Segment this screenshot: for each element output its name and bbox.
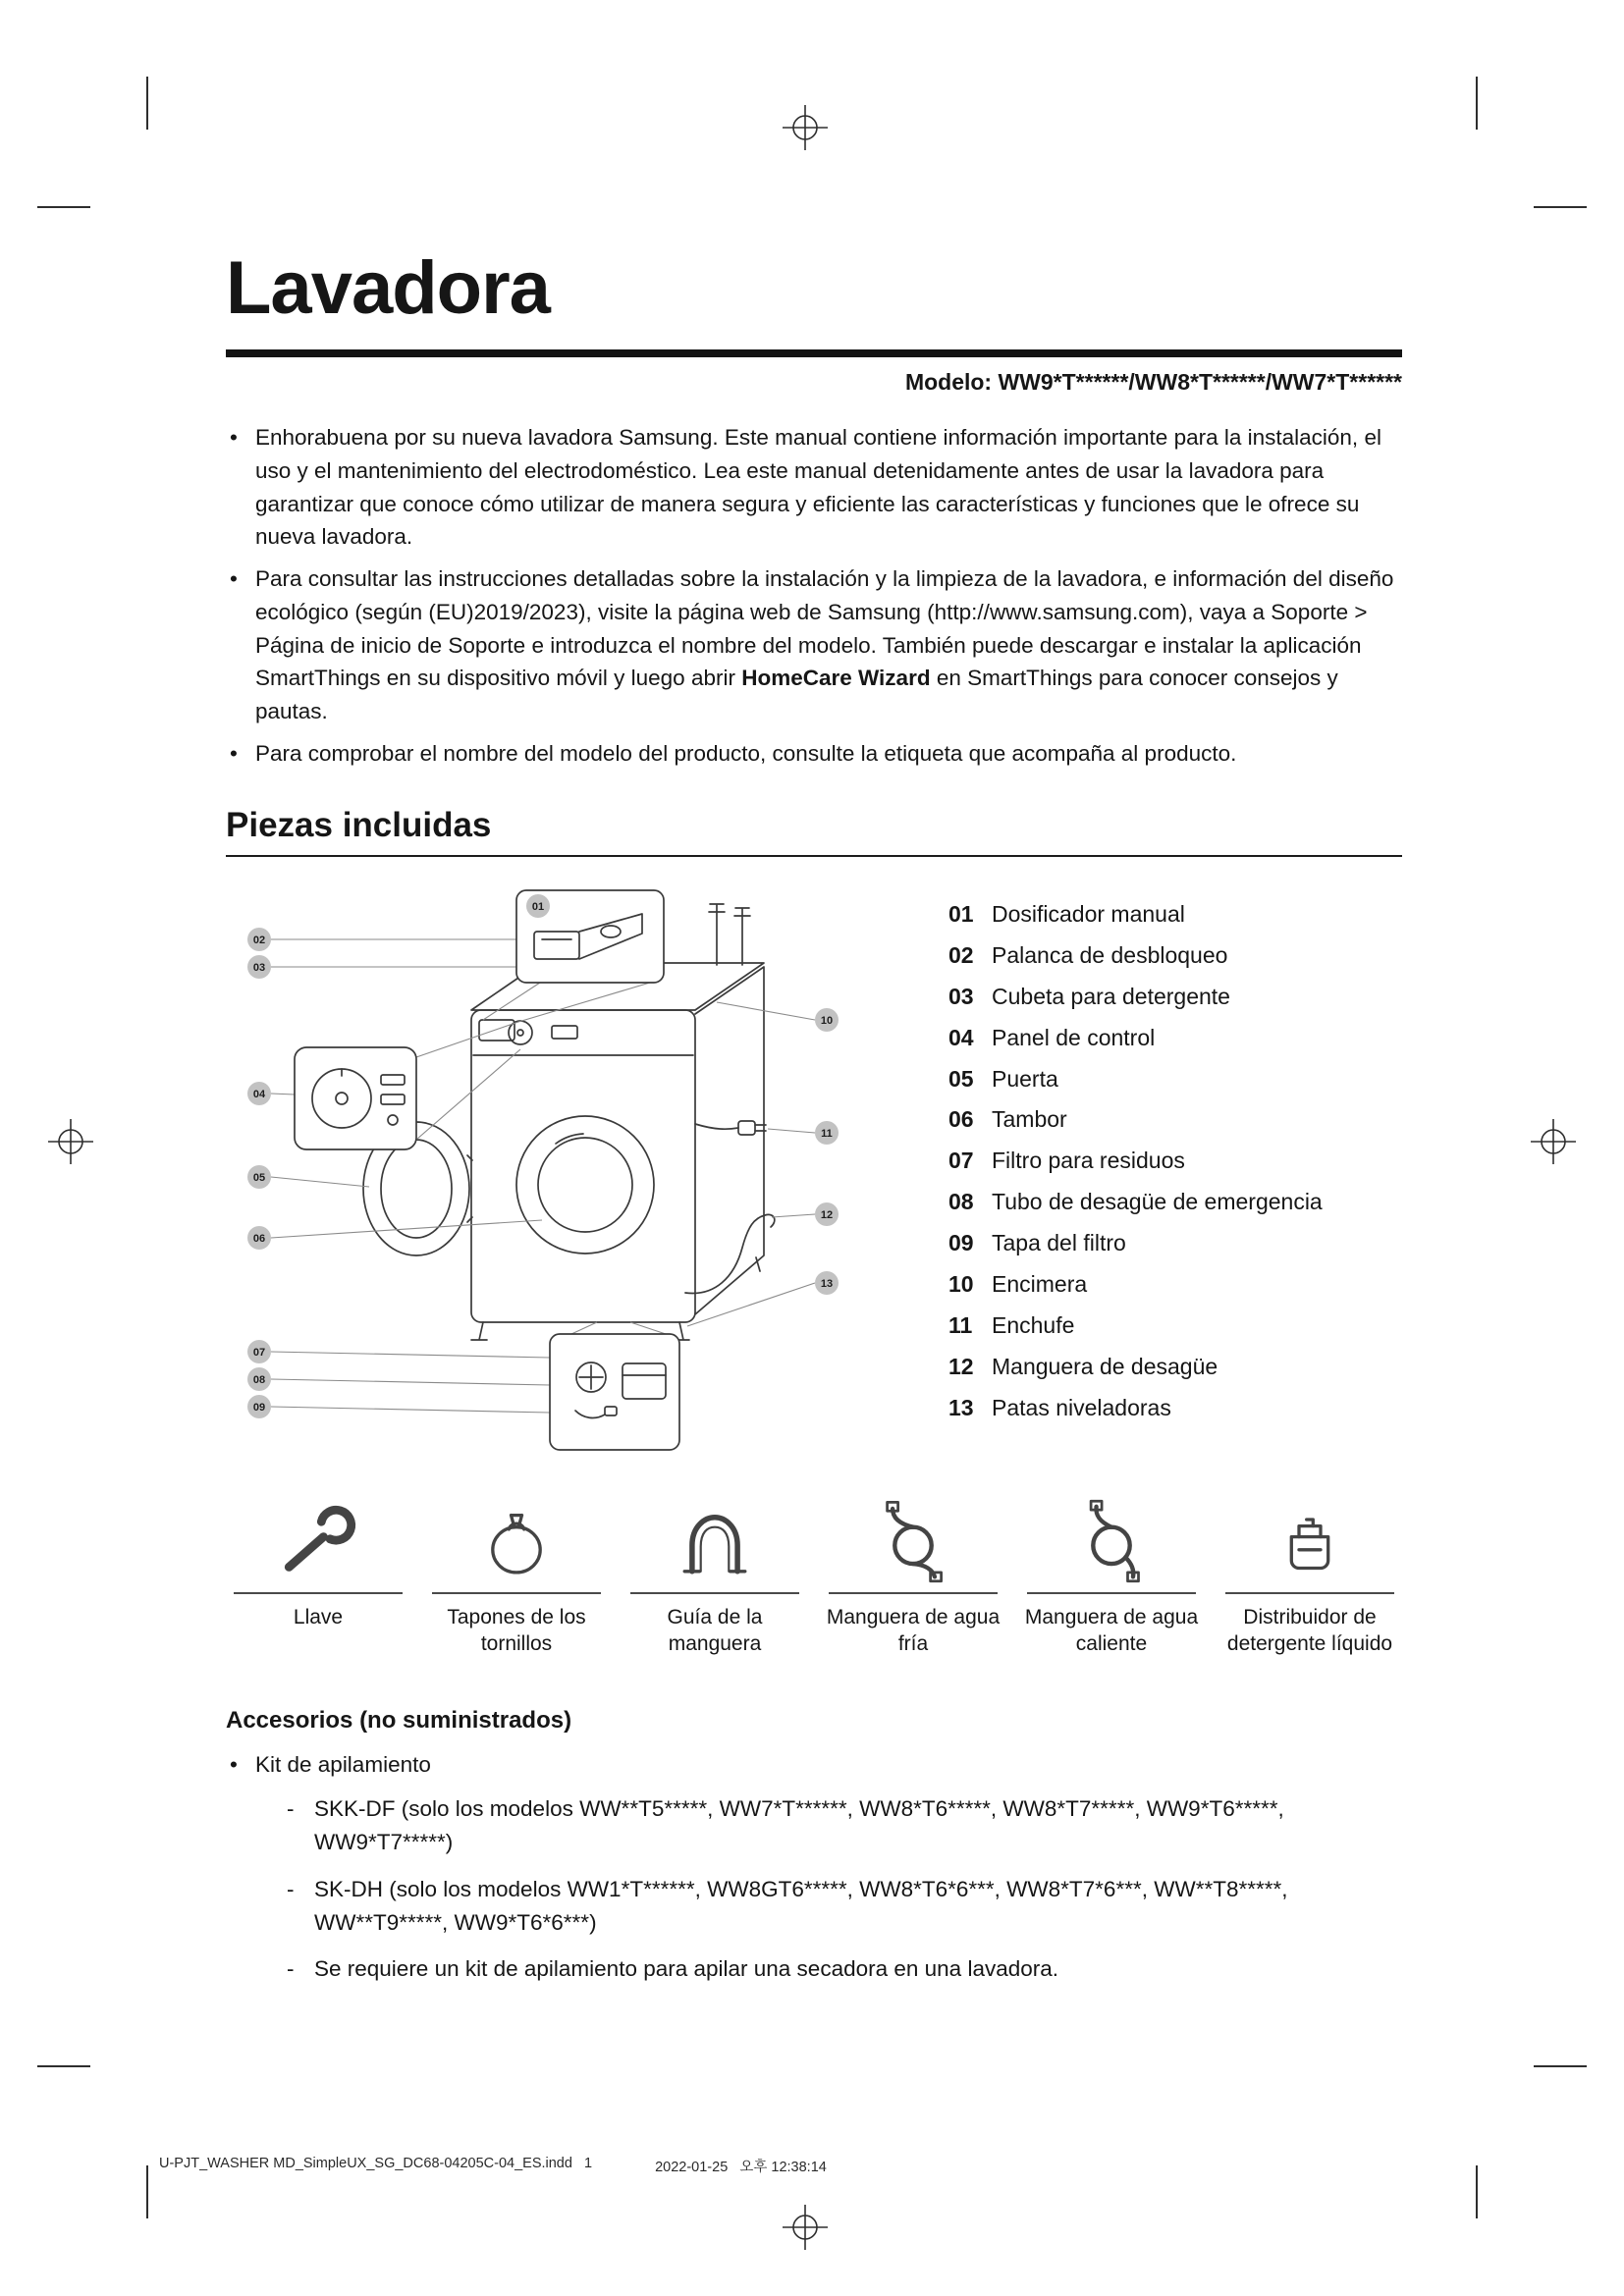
legend-label: Filtro para residuos <box>992 1148 1185 1174</box>
legend-item <box>948 1022 1323 1054</box>
registration-mark-top <box>783 105 828 150</box>
svg-text:07: 07 <box>252 1347 266 1359</box>
dash-item <box>281 1873 1402 1940</box>
dash-item <box>281 1952 1402 1986</box>
legend-item <box>948 1103 1323 1136</box>
crop-mark <box>1476 77 1478 130</box>
callout-07 <box>247 1340 271 1363</box>
svg-text:06: 06 <box>252 1233 266 1245</box>
legend-number: 11 <box>948 1311 973 1338</box>
crop-mark <box>146 2165 148 2218</box>
intro-bullet-2 <box>226 562 1402 728</box>
stacking-kit-details <box>281 1792 1402 1986</box>
callout-09 <box>247 1395 271 1418</box>
registration-mark-bottom <box>783 2205 828 2250</box>
legend-number: 07 <box>948 1148 974 1174</box>
bullet-bold-segment: HomeCare Wizard <box>741 666 931 691</box>
accessories-row <box>226 1494 1402 1658</box>
legend-number: 13 <box>948 1394 974 1420</box>
legend-item <box>948 1186 1323 1218</box>
legend-label: Cubeta para detergente <box>992 983 1230 1009</box>
callout-11 <box>815 1121 839 1145</box>
legend-number: 08 <box>948 1189 974 1215</box>
accessory-item <box>623 1494 807 1658</box>
svg-text:09: 09 <box>252 1402 266 1414</box>
legend-label: Tubo de desagüe de emergencia <box>992 1189 1323 1215</box>
intro-bullet-1 <box>226 421 1402 554</box>
callout-05 <box>247 1165 271 1189</box>
washer-diagram-svg <box>226 882 913 1471</box>
svg-text:05: 05 <box>252 1172 266 1184</box>
legend-label: Tambor <box>992 1106 1067 1133</box>
legend-number: 05 <box>948 1065 974 1092</box>
accessory-item <box>226 1494 410 1658</box>
title-rule <box>226 349 1402 357</box>
legend-item <box>948 1145 1323 1177</box>
accessory-label: Tapones de los tornillos <box>447 1606 586 1656</box>
wrench-icon <box>226 1494 410 1584</box>
svg-text:11: 11 <box>821 1128 833 1140</box>
accessory-rule <box>1225 1592 1394 1594</box>
callout-01 <box>526 894 550 918</box>
intro-bullet-3 <box>226 737 1402 771</box>
intro-section <box>226 421 1402 771</box>
parts-legend <box>948 882 1323 1432</box>
bullet-text-segment: en SmartThings para conocer consejos y pautas. <box>255 666 1338 723</box>
page-title: Lavadora <box>226 246 550 330</box>
legend-number: 03 <box>948 983 974 1009</box>
legend-label: Tapa del filtro <box>992 1230 1126 1255</box>
svg-text:12: 12 <box>820 1209 834 1221</box>
hose-guide-icon <box>623 1494 807 1584</box>
crop-mark <box>37 2065 90 2067</box>
cold-water-hose-icon <box>821 1494 1005 1584</box>
bullet-text: Enhorabuena por su nueva lavadora Samsung. Este manual contiene información importante para la instalación, el uso y el mantenimiento del electrodoméstico. Lea este manual detenidamente antes de usar la lavadora para garantizar que conoce cómo utilizar de manera segura y eficiente las características y funciones que le ofrece su nueva lavadora. <box>255 425 1381 550</box>
accessory-rule <box>234 1592 403 1594</box>
svg-text:02: 02 <box>252 934 266 946</box>
legend-number: 06 <box>948 1106 974 1133</box>
washer-diagram <box>226 882 913 1476</box>
callout-04 <box>247 1082 271 1105</box>
dash-text: Se requiere un kit de apilamiento para apilar una secadora en una lavadora. <box>314 1956 1059 1982</box>
svg-text:01: 01 <box>531 901 545 913</box>
hot-water-hose-icon <box>1019 1494 1204 1584</box>
legend-number: 10 <box>948 1270 974 1297</box>
stacking-kit-bullet <box>226 1748 1402 1782</box>
accessory-item <box>1218 1494 1402 1658</box>
parts-diagram-row <box>226 882 1402 1476</box>
svg-text:08: 08 <box>252 1374 266 1386</box>
svg-text:13: 13 <box>820 1278 834 1290</box>
legend-item <box>948 1063 1323 1095</box>
legend-item <box>948 1392 1323 1424</box>
legend-label: Patas niveladoras <box>992 1394 1171 1420</box>
accessory-label: Guía de la manguera <box>667 1606 763 1656</box>
legend-number: 01 <box>948 901 974 927</box>
legend-number: 04 <box>948 1024 974 1050</box>
parts-heading: Piezas incluidas <box>226 805 492 844</box>
callout-06 <box>247 1226 271 1250</box>
legend-item <box>948 981 1323 1013</box>
callout-10 <box>815 1008 839 1032</box>
legend-label: Puerta <box>992 1065 1058 1092</box>
dash-text: SKK-DF (solo los modelos WW**T5*****, WW7*T******, WW8*T6*****, WW8*T7*****, WW9*T6*****, WW9*T7*****) <box>314 1796 1284 1855</box>
registration-mark-right <box>1531 1119 1576 1164</box>
bolt-caps-icon <box>424 1494 609 1584</box>
legend-number: 12 <box>948 1353 974 1379</box>
legend-item <box>948 1309 1323 1342</box>
model-line: Modelo: WW9*T******/WW8*T******/WW7*T****** <box>904 369 1402 395</box>
accessory-label: Distribuidor de detergente líquido <box>1226 1606 1393 1656</box>
legend-item <box>948 1227 1323 1259</box>
accessory-rule <box>432 1592 601 1594</box>
section-rule <box>226 855 1402 858</box>
accessory-item <box>424 1494 609 1658</box>
legend-item <box>948 939 1323 972</box>
legend-number: 09 <box>948 1230 974 1255</box>
callout-03 <box>247 955 271 979</box>
slug-timestamp: 2022-01-25 오후 12:38:14 <box>655 2160 827 2175</box>
bullet-text: Para comprobar el nombre del modelo del producto, consulte la etiqueta que acompaña al producto. <box>255 740 1237 766</box>
legend-item <box>948 898 1323 931</box>
not-supplied-heading: Accesorios (no suministrados) <box>226 1706 572 1734</box>
detergent-dispenser-icon <box>1218 1494 1402 1584</box>
callout-08 <box>247 1367 271 1391</box>
accessory-label: Manguera de agua caliente <box>1024 1606 1199 1656</box>
dash-item <box>281 1792 1402 1859</box>
slug-footer <box>159 2156 827 2176</box>
callout-12 <box>815 1202 839 1226</box>
legend-item <box>948 1351 1323 1383</box>
legend-label: Panel de control <box>992 1024 1156 1050</box>
accessory-item <box>1019 1494 1204 1658</box>
svg-text:03: 03 <box>252 962 266 974</box>
legend-label: Manguera de desagüe <box>992 1353 1218 1379</box>
accessory-label: Llave <box>293 1606 344 1629</box>
crop-mark <box>1476 2165 1478 2218</box>
bullet-text-segment: Para consultar las instrucciones detalladas sobre la instalación y la limpieza de la lavadora, e información del diseño ecológico (según (EU)2019/2023), visite la página web de Samsung (http://www.samsung.com), vaya a Soporte > Página de inicio de Soporte e introduzca el nombre del modelo. También puede descargar e instalar la aplicación SmartThings en su dispositivo móvil y luego abrir <box>255 566 1394 691</box>
accessory-rule <box>630 1592 799 1594</box>
bullet-text: Kit de apilamiento <box>255 1751 431 1777</box>
slug-filename: U-PJT_WASHER MD_SimpleUX_SG_DC68-04205C-04_ES.indd 1 <box>159 2156 593 2171</box>
accessory-rule <box>1027 1592 1196 1594</box>
legend-label: Dosificador manual <box>992 901 1185 927</box>
crop-mark <box>146 77 148 130</box>
dash-text: SK-DH (solo los modelos WW1*T******, WW8GT6*****, WW8*T6*6***, WW8*T7*6***, WW**T8*****, WW**T9*****, WW9*T6*6***) <box>314 1876 1288 1935</box>
svg-text:04: 04 <box>252 1089 266 1100</box>
legend-label: Enchufe <box>992 1311 1075 1338</box>
crop-mark <box>37 206 90 208</box>
legend-item <box>948 1268 1323 1301</box>
legend-label: Encimera <box>992 1270 1088 1297</box>
legend-number: 02 <box>948 941 974 968</box>
crop-mark <box>1534 206 1587 208</box>
page-content <box>226 246 1402 2000</box>
legend-label: Palanca de desbloqueo <box>992 941 1228 968</box>
svg-text:10: 10 <box>820 1015 834 1027</box>
callout-13 <box>815 1271 839 1295</box>
registration-mark-left <box>48 1119 93 1164</box>
crop-mark <box>1534 2065 1587 2067</box>
callout-02 <box>247 928 271 951</box>
accessory-item <box>821 1494 1005 1658</box>
accessory-rule <box>829 1592 998 1594</box>
accessory-label: Manguera de agua fría <box>826 1606 1001 1656</box>
